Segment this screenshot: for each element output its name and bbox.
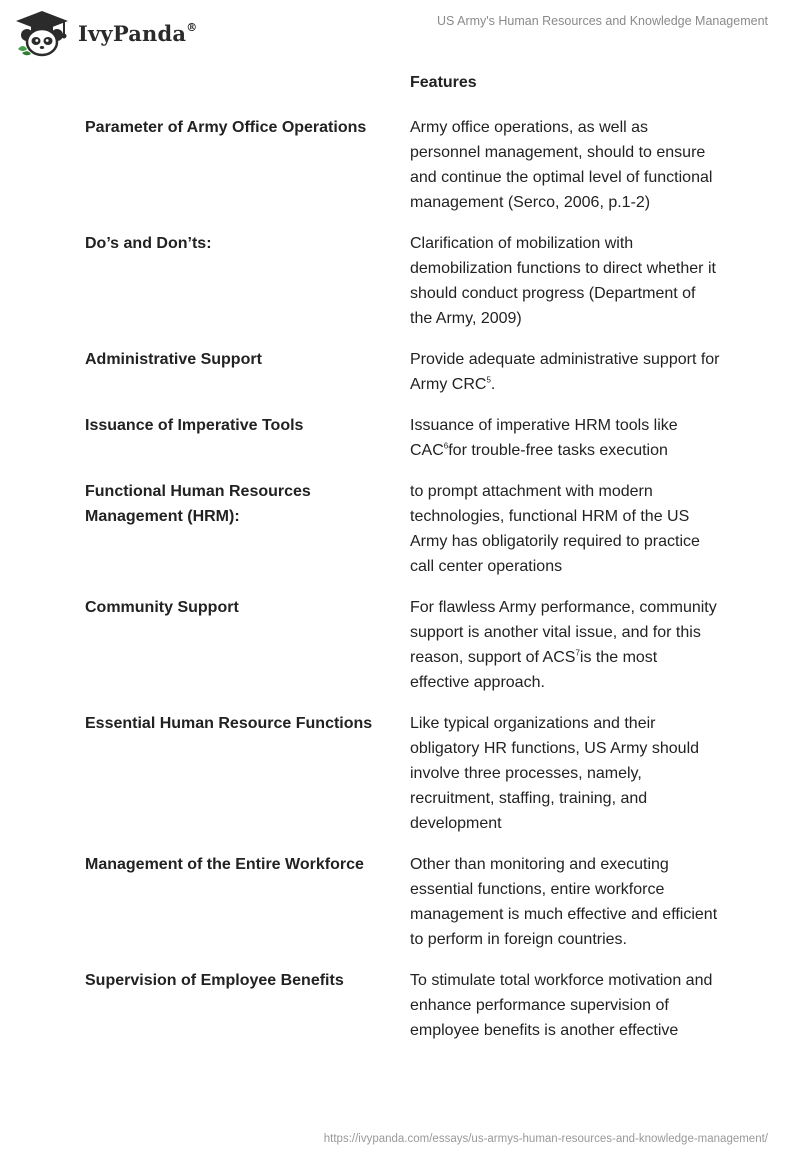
row-label: Management of the Entire Workforce — [85, 856, 364, 873]
row-description: to prompt attachment with modern technologies, functional HRM of the US Army has obligatorily required to practice call center operations — [410, 483, 700, 575]
row-label: Essential Human Resource Functions — [85, 715, 373, 732]
table-row — [85, 711, 725, 836]
table-row — [85, 347, 725, 397]
footnote-marker: 5 — [486, 375, 491, 385]
row-description: Other than monitoring and executing essential functions, entire workforce management is much effective and efficient to perform in foreign countries. — [410, 856, 718, 948]
panda-logo-icon — [14, 9, 70, 57]
row-description: For flawless Army performance, community support is another vital issue, and for this reason, support of ACS$^7$is the most effective approach. — [410, 599, 717, 691]
row-label: Supervision of Employee Benefits — [85, 972, 344, 989]
footnote-marker: 6 — [443, 441, 449, 451]
brand-name: IvyPanda® — [78, 20, 198, 46]
row-label: Functional Human Resources Management (HRM): — [85, 483, 311, 525]
row-description: Provide adequate administrative support for Army CRC$^5$. — [410, 351, 720, 393]
document-title: US Army's Human Resources and Knowledge Management — [436, 14, 768, 28]
row-description: Like typical organizations and their obligatory HR functions, US Army should involve three processes, namely, recruitment, staffing, training, and development — [410, 715, 700, 832]
row-label: Issuance of Imperative Tools — [85, 417, 304, 434]
source-url-link[interactable]: https://ivypanda.com/essays/us-armys-human-resources-and-knowledge-management/ — [323, 1133, 768, 1145]
table-row — [85, 968, 725, 1043]
table-row — [85, 852, 725, 952]
table-row — [85, 231, 725, 331]
footnote-marker: 7 — [575, 648, 580, 658]
features-column-header: Features — [410, 74, 477, 91]
row-description: To stimulate total workforce motivation and enhance performance supervision of employee benefits is another effective — [410, 972, 713, 1039]
row-label: Community Support — [85, 599, 239, 616]
row-description: Issuance of imperative HRM tools like CAC$^6$for trouble-free tasks execution — [410, 417, 678, 459]
table-row — [85, 595, 725, 695]
table-row — [85, 115, 725, 215]
table-row — [85, 413, 725, 463]
row-label: Do’s and Don’ts: — [85, 235, 212, 252]
row-description: Army office operations, as well as personnel management, should to ensure and continue the optimal level of functional management (Serco, 2006, p.1-2) — [410, 119, 713, 211]
table-row — [85, 479, 725, 579]
brand-logo[interactable] — [14, 9, 197, 57]
row-label: Administrative Support — [85, 351, 262, 368]
features-table — [85, 115, 725, 1059]
row-description: Clarification of mobilization with demobilization functions to direct whether it should conduct progress (Department of the Army, 2009) — [410, 235, 716, 327]
row-label: Parameter of Army Office Operations — [85, 119, 367, 136]
